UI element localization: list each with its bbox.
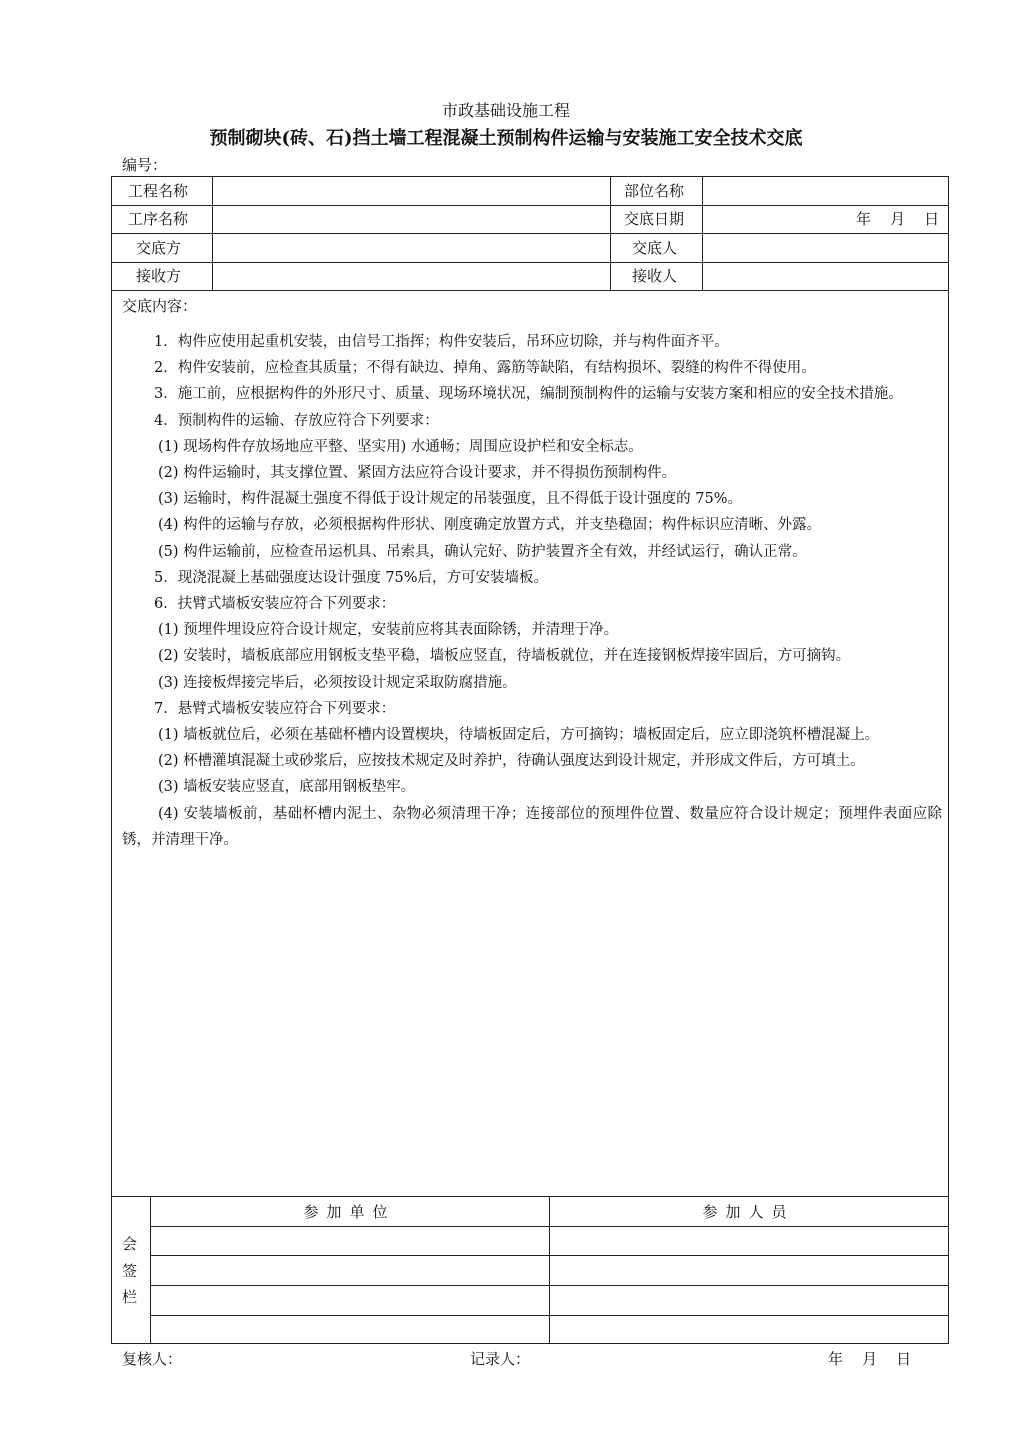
disclosure-date-label: 交底日期	[624, 210, 685, 228]
grid-line	[702, 177, 703, 290]
content-body	[122, 329, 942, 853]
content-paragraph: (4) 安装墙板前，基础杯槽内泥土、杂物必须清理干净；连接部位的预埋件位置、数量应符合设计规定；预埋件表面应除锈，并清理干净。	[122, 805, 942, 848]
recorder-label: 记录人：	[470, 1350, 531, 1368]
participating-unit-header: 参加单位	[303, 1203, 396, 1221]
content-paragraph: 1．构件应使用起重机安装，由信号工指挥；构件安装后，吊环应切除，并与构件面齐平。	[154, 334, 729, 350]
receiver-party-label: 接收方	[136, 267, 182, 285]
disclosure-date-value: 年 月 日	[856, 210, 940, 228]
discloser-person-label: 交底人	[632, 239, 678, 257]
grid-line	[212, 177, 213, 290]
receiver-person-label: 接收人	[632, 267, 678, 285]
process-name-label: 工序名称	[128, 210, 189, 228]
content-paragraph: (5) 构件运输前，应检查吊运机具、吊索具，确认完好、防护装置齐全有效，并经试运行，确认正常。	[158, 543, 807, 560]
sign-off-char: 栏	[122, 1288, 138, 1306]
content-paragraph: 4．预制构件的运输、存放应符合下列要求：	[154, 412, 439, 429]
content-paragraph: (4) 构件的运输与存放，必须根据构件形状、刚度确定放置方式，并支垫稳固；构件标识应清晰、外露。	[158, 517, 822, 534]
document-title: 预制砌块(砖、石)挡土墙工程混凝土预制构件运输与安装施工安全技术交底	[209, 128, 803, 149]
content-paragraph: (3) 墙板安装应竖直，底部用钢板垫牢。	[158, 779, 416, 796]
sign-off-char: 会	[122, 1235, 138, 1253]
reviewer-label: 复核人：	[122, 1350, 183, 1368]
disclosure-form	[111, 176, 949, 1344]
participating-person-header: 参加人员	[702, 1203, 795, 1221]
content-paragraph: 7．悬臂式墙板安装应符合下列要求：	[154, 700, 396, 717]
grid-line	[112, 1196, 948, 1197]
grid-line	[112, 290, 948, 291]
discloser-party-label: 交底方	[136, 239, 182, 257]
content-paragraph: (2) 构件运输时，其支撑位置、紧固方法应符合设计要求，并不得损伤预制构件。	[158, 465, 677, 482]
content-paragraph: (1) 墙板就位后，必须在基础杯槽内设置楔块，待墙板固定后，方可摘钩；墙板固定后，应立即浇筑杯槽混凝上。	[158, 727, 880, 744]
document-subtitle: 市政基础设施工程	[441, 101, 570, 120]
grid-line	[112, 262, 948, 263]
grid-line	[610, 177, 611, 290]
content-paragraph: (2) 安装时，墙板底部应用钢板支垫平稳，墙板应竖直，待墙板就位，并在连接钢板焊接牢固后，方可摘钩。	[158, 648, 851, 665]
sign-off-label	[112, 1196, 150, 1344]
sign-off-char: 签	[122, 1262, 138, 1280]
content-paragraph: 6．扶臂式墙板安装应符合下列要求：	[154, 596, 396, 613]
content-label: 交底内容：	[122, 297, 198, 315]
part-name-label: 部位名称	[624, 182, 685, 200]
content-paragraph: (3) 运输时，构件混凝土强度不得低于设计规定的吊装强度，且不得低于设计强度的 75%。	[158, 491, 742, 508]
project-name-label: 工程名称	[128, 182, 189, 200]
content-paragraph: (1) 现场构件存放场地应平整、坚实用) 水通畅；周围应设护栏和安全标志。	[158, 438, 643, 455]
content-paragraph: (3) 连接板焊接完毕后，必须按设计规定采取防腐措施。	[158, 674, 517, 691]
content-paragraph: (1) 预埋件埋设应符合设计规定，安装前应将其表面除锈，并清理于净。	[158, 622, 619, 639]
content-paragraph: 3．施工前，应根据构件的外形尺寸、质量、现场环境状况，编制预制构件的运输与安装方案和相应的安全技术措施。	[154, 386, 903, 403]
content-paragraph: (2) 杯槽灌填混凝土或砂浆后，应按技术规定及时养护，待确认强度达到设计规定，并形成文件后，方可填土。	[158, 753, 865, 770]
content-paragraph: 5．现浇混凝上基础强度达设计强度 75%后，方可安装墙板。	[154, 569, 549, 586]
document-number-label: 编号：	[122, 156, 168, 174]
grid-line	[112, 205, 948, 206]
content-paragraph: 2．构件安装前，应检查其质量；不得有缺边、掉角、露筋等缺陷，有结构损坏、裂缝的构件不得使用。	[154, 360, 816, 377]
grid-line	[112, 233, 948, 234]
footer-date: 年 月 日	[828, 1350, 912, 1368]
